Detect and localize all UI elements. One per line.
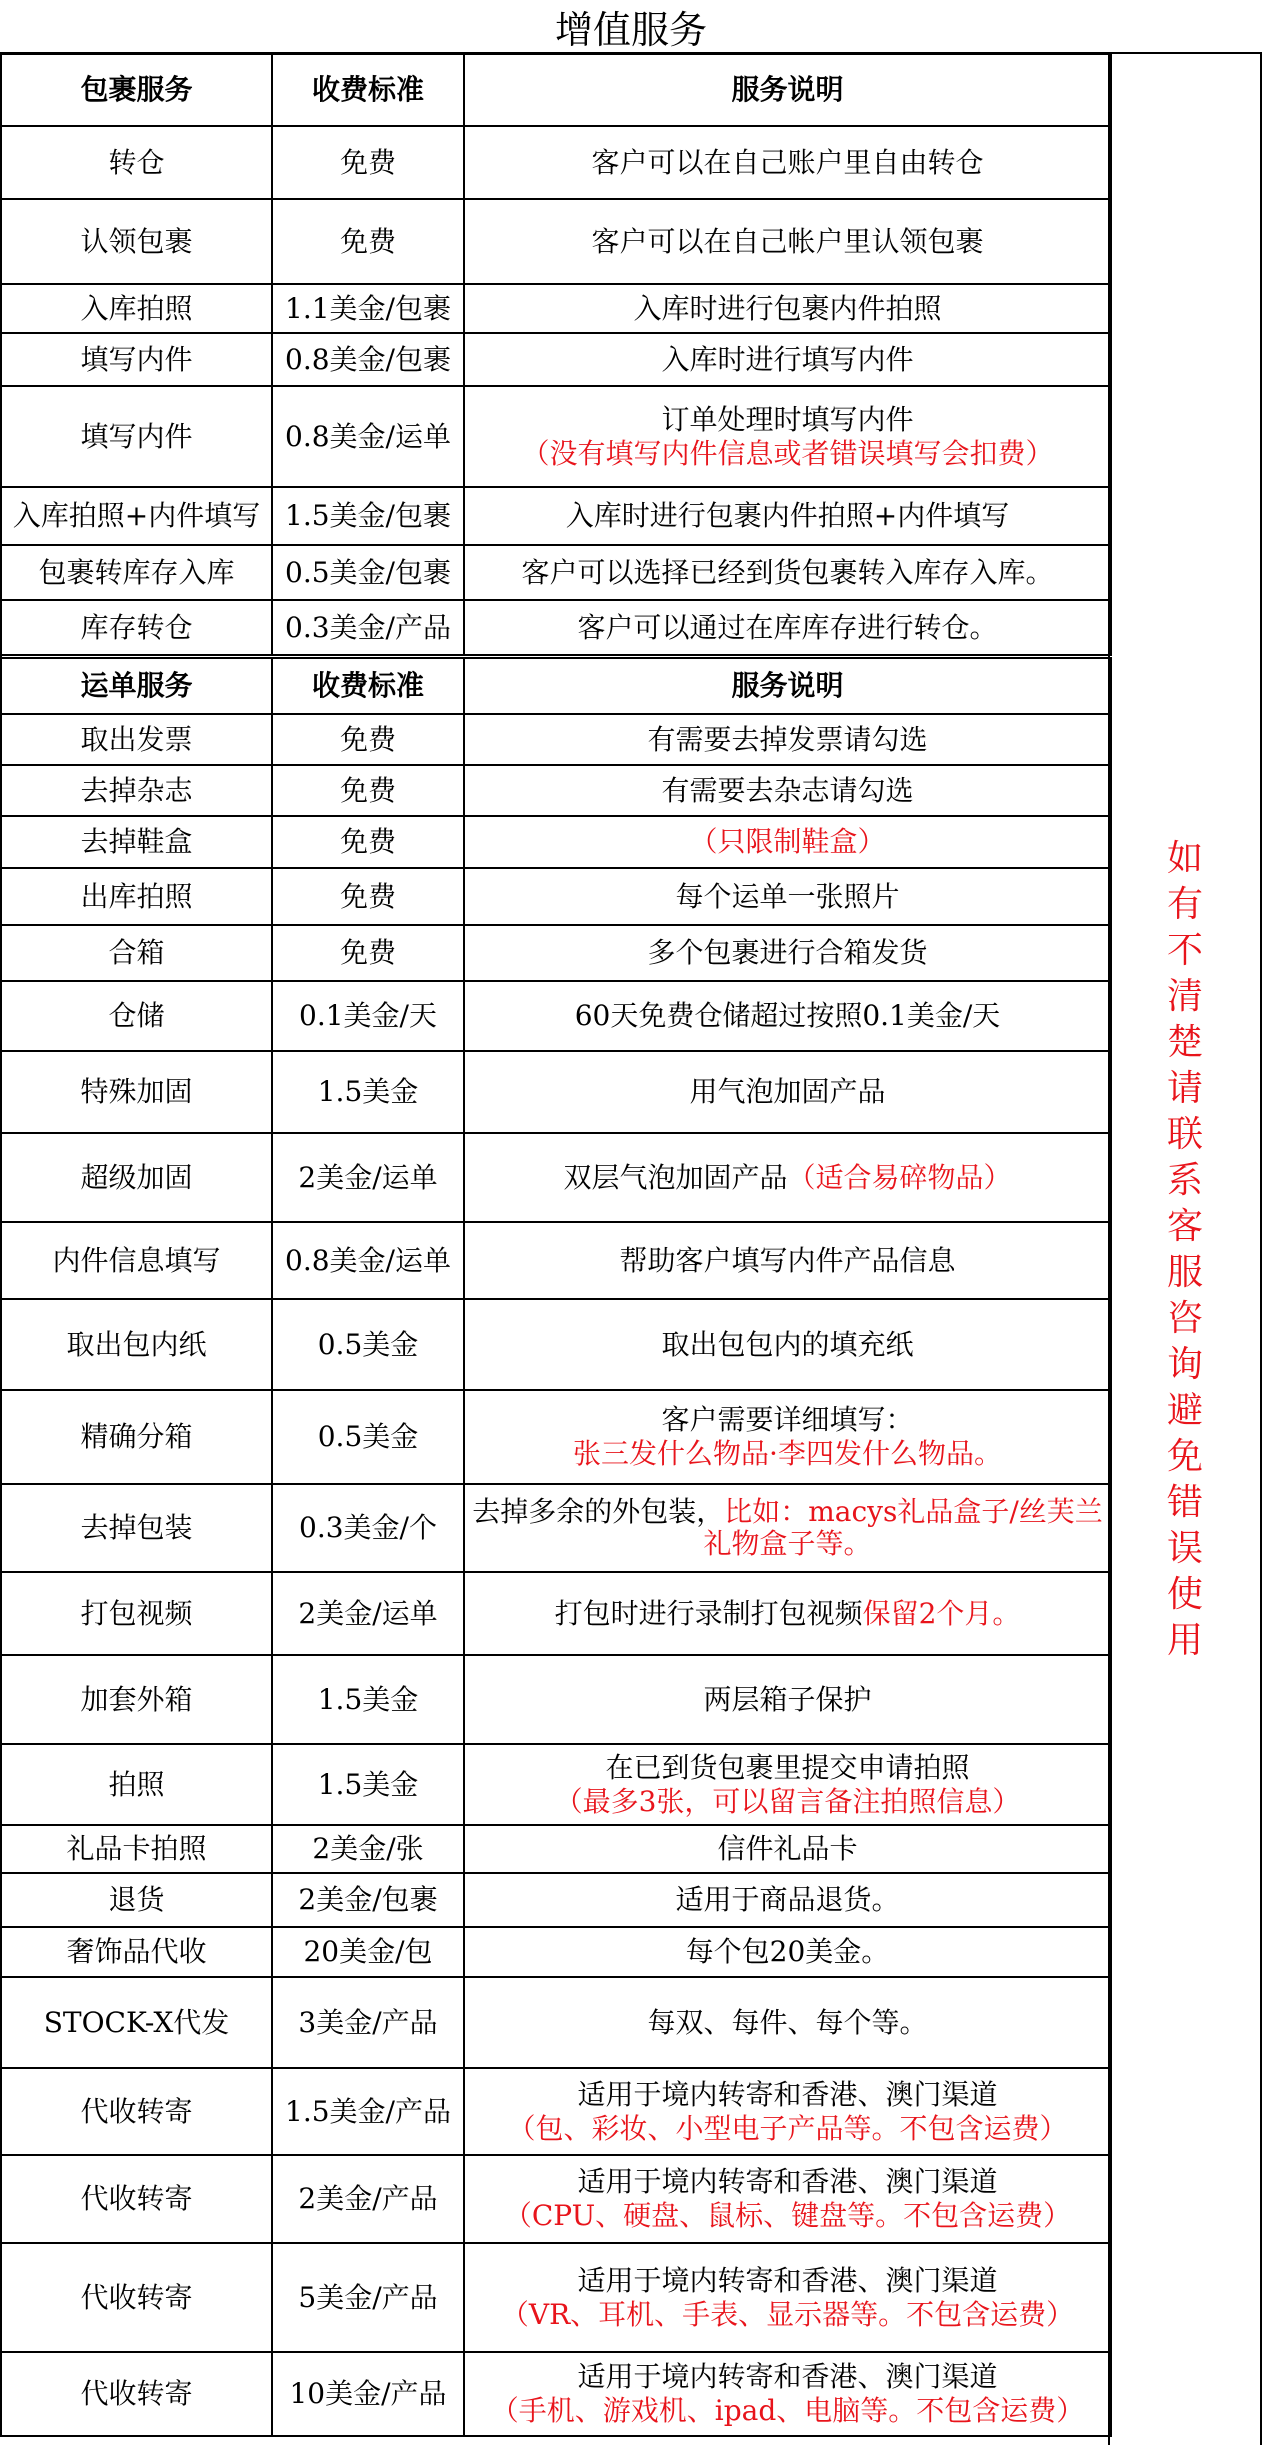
service-fee: 免费 — [272, 765, 464, 816]
description-text: 有需要去掉发票请勾选 — [647, 722, 928, 756]
service-fee: 免费 — [272, 126, 464, 199]
description-text: 入库时进行填写内件 — [661, 342, 914, 376]
service-fee: 0.5美金/包裹 — [272, 545, 464, 600]
description-highlight: （CPU、硬盘、鼠标、键盘等。不包含运费） — [503, 2199, 1072, 2232]
description-text: 去掉多余的外包装， — [472, 1495, 725, 1528]
service-description — [464, 816, 1111, 868]
table-row — [1, 1133, 1111, 1222]
service-name: 特殊加固 — [1, 1051, 272, 1133]
table-row — [1, 1299, 1111, 1390]
table-gap — [0, 632, 1110, 658]
table-row — [1, 487, 1111, 545]
service-name: 填写内件 — [1, 386, 272, 487]
service-fee: 免费 — [272, 868, 464, 925]
service-name: 仓储 — [1, 981, 272, 1051]
service-fee: 0.1美金/天 — [272, 981, 464, 1051]
service-description — [464, 1927, 1111, 1977]
service-fee: 2美金/张 — [272, 1825, 464, 1873]
table-row — [1, 1873, 1111, 1927]
table-row — [1, 199, 1111, 284]
description-text: 每双、每件、每个等。 — [647, 2005, 928, 2039]
description-text: 信件礼品卡 — [717, 1832, 858, 1865]
table-row — [1, 1825, 1111, 1873]
table-row — [1, 868, 1111, 925]
description-text: 在已到货包裹里提交申请拍照 — [605, 1750, 970, 1784]
table-row — [1, 2243, 1111, 2352]
header-row — [1, 658, 1111, 714]
service-name: 代收转寄 — [1, 2068, 272, 2155]
table-row — [1, 981, 1111, 1051]
service-description — [464, 765, 1111, 816]
service-description — [464, 1051, 1111, 1133]
table-row — [1, 1390, 1111, 1484]
description-highlight: （手机、游戏机、ipad、电脑等。不包含运费） — [490, 2394, 1085, 2427]
service-description — [464, 386, 1111, 487]
contact-note: 如有不清楚请联系客服咨询避免错误使用 — [1166, 838, 1203, 1661]
service-name: 代收转寄 — [1, 2352, 272, 2436]
table-row — [1, 1655, 1111, 1744]
description-text: 入库时进行包裹内件拍照 — [633, 291, 942, 325]
description-text: 每个运单一张照片 — [675, 879, 900, 913]
table-row — [1, 2155, 1111, 2243]
service-fee: 2美金/运单 — [272, 1133, 464, 1222]
description-text: 订单处理时填写内件 — [661, 402, 914, 436]
column-header: 收费标准 — [272, 54, 464, 126]
service-name: 奢饰品代收 — [1, 1927, 272, 1977]
service-name: 取出发票 — [1, 714, 272, 765]
service-description — [464, 545, 1111, 600]
service-fee: 20美金/包 — [272, 1927, 464, 1977]
service-name: 认领包裹 — [1, 199, 272, 284]
table-row — [1, 2068, 1111, 2155]
description-text: 打包时进行录制打包视频 — [554, 1596, 863, 1630]
service-description — [464, 868, 1111, 925]
table-row — [1, 386, 1111, 487]
service-name: 代收转寄 — [1, 2243, 272, 2352]
service-description — [464, 2155, 1111, 2243]
table-row — [1, 1572, 1111, 1655]
description-highlight: （VR、耳机、手表、显示器等。不包含运费） — [500, 2297, 1075, 2331]
service-name: 去掉杂志 — [1, 765, 272, 816]
service-fee: 1.5美金/产品 — [272, 2068, 464, 2155]
service-name: 库存转仓 — [1, 600, 272, 655]
table-row — [1, 1051, 1111, 1133]
description-text: 多个包裹进行合箱发货 — [647, 936, 928, 969]
service-fee: 0.5美金 — [272, 1390, 464, 1484]
description-text: 客户可以选择已经到货包裹转入库存入库。 — [521, 555, 1054, 589]
service-fee: 免费 — [272, 925, 464, 981]
description-text: 有需要去杂志请勾选 — [661, 773, 914, 807]
description-text: 客户需要详细填写： — [661, 1403, 914, 1436]
service-fee: 1.5美金/包裹 — [272, 487, 464, 545]
description-text: 客户可以通过在库库存进行转仓。 — [577, 610, 998, 644]
column-header: 服务说明 — [464, 54, 1111, 126]
description-text: 帮助客户填写内件产品信息 — [619, 1243, 956, 1277]
service-fee: 3美金/产品 — [272, 1977, 464, 2068]
description-text: 60天免费仓储超过按照0.1美金/天 — [574, 999, 1001, 1032]
service-description — [464, 1655, 1111, 1744]
table-row — [1, 1222, 1111, 1299]
service-description — [464, 2352, 1111, 2436]
service-fee: 5美金/产品 — [272, 2243, 464, 2352]
service-description — [464, 1484, 1111, 1572]
service-description — [464, 1873, 1111, 1927]
service-description — [464, 1977, 1111, 2068]
column-header: 运单服务 — [1, 658, 272, 714]
description-text: 适用于境内转寄和香港、澳门渠道 — [577, 2360, 998, 2393]
service-description — [464, 199, 1111, 284]
service-description — [464, 284, 1111, 333]
description-highlight: （最多3张，可以留言备注拍照信息） — [554, 1784, 1021, 1818]
description-highlight: （没有填写内件信息或者错误填写会扣费） — [521, 436, 1054, 470]
description-highlight: 比如：macys礼品盒子/丝芙兰礼物盒子等。 — [703, 1495, 1103, 1560]
service-fee: 10美金/产品 — [272, 2352, 464, 2436]
column-header: 服务说明 — [464, 658, 1111, 714]
service-fee: 免费 — [272, 199, 464, 284]
table-row — [1, 765, 1111, 816]
table-row — [1, 925, 1111, 981]
description-text: 适用于商品退货。 — [675, 1883, 900, 1916]
service-fee: 2美金/运单 — [272, 1572, 464, 1655]
service-name: 精确分箱 — [1, 1390, 272, 1484]
service-description — [464, 2068, 1111, 2155]
service-fee: 0.8美金/运单 — [272, 386, 464, 487]
description-text: 适用于境内转寄和香港、澳门渠道 — [577, 2077, 998, 2111]
service-name: 去掉包装 — [1, 1484, 272, 1572]
page-title: 增值服务 — [0, 0, 1262, 54]
service-name: 出库拍照 — [1, 868, 272, 925]
service-name: STOCK-X代发 — [1, 1977, 272, 2068]
description-text: 用气泡加固产品 — [689, 1075, 886, 1108]
description-text: 双层气泡加固产品 — [563, 1160, 788, 1194]
table-row — [1, 545, 1111, 600]
table-row — [1, 333, 1111, 386]
service-fee: 2美金/包裹 — [272, 1873, 464, 1927]
service-fee: 1.5美金 — [272, 1051, 464, 1133]
service-description — [464, 714, 1111, 765]
service-fee: 1.5美金 — [272, 1744, 464, 1825]
service-description — [464, 1299, 1111, 1390]
service-name: 打包视频 — [1, 1572, 272, 1655]
service-name: 代收转寄 — [1, 2155, 272, 2243]
service-description — [464, 487, 1111, 545]
table-row — [1, 126, 1111, 199]
service-name: 超级加固 — [1, 1133, 272, 1222]
description-text: 两层箱子保护 — [703, 1682, 872, 1716]
service-fee: 免费 — [272, 816, 464, 868]
table-row — [1, 1484, 1111, 1572]
description-highlight: （包、彩妆、小型电子产品等。不包含运费） — [507, 2111, 1068, 2145]
service-fee: 0.8美金/运单 — [272, 1222, 464, 1299]
service-name: 拍照 — [1, 1744, 272, 1825]
service-description — [464, 1744, 1111, 1825]
header-row — [1, 54, 1111, 126]
service-description — [464, 333, 1111, 386]
column-header: 包裹服务 — [1, 54, 272, 126]
service-name: 礼品卡拍照 — [1, 1825, 272, 1873]
table-row — [1, 1744, 1111, 1825]
description-text: 每个包20美金。 — [685, 1935, 890, 1968]
service-fee: 2美金/产品 — [272, 2155, 464, 2243]
service-fee: 0.3美金/产品 — [272, 600, 464, 655]
table-row — [1, 284, 1111, 333]
service-name: 内件信息填写 — [1, 1222, 272, 1299]
service-description — [464, 1133, 1111, 1222]
service-fee: 免费 — [272, 714, 464, 765]
package-services-table — [0, 53, 1112, 656]
service-description — [464, 1390, 1111, 1484]
description-text: 入库时进行包裹内件拍照+内件填写 — [565, 499, 1010, 532]
service-name: 去掉鞋盒 — [1, 816, 272, 868]
service-description — [464, 925, 1111, 981]
description-text: 取出包包内的填充纸 — [661, 1327, 914, 1361]
service-description — [464, 2243, 1111, 2352]
description-highlight: （适合易碎物品） — [787, 1160, 1012, 1194]
table-row — [1, 1977, 1111, 2068]
service-fee: 1.5美金 — [272, 1655, 464, 1744]
table-row — [1, 1927, 1111, 1977]
service-description — [464, 1825, 1111, 1873]
table-row — [1, 816, 1111, 868]
description-text: 适用于境内转寄和香港、澳门渠道 — [577, 2263, 998, 2297]
service-name: 入库拍照+内件填写 — [1, 487, 272, 545]
description-text: 客户可以在自己账户里自由转仓 — [591, 145, 984, 179]
service-name: 入库拍照 — [1, 284, 272, 333]
service-description — [464, 1222, 1111, 1299]
column-header: 收费标准 — [272, 658, 464, 714]
description-text: 客户可以在自己帐户里认领包裹 — [591, 224, 984, 258]
service-name: 加套外箱 — [1, 1655, 272, 1744]
service-name: 合箱 — [1, 925, 272, 981]
service-name: 转仓 — [1, 126, 272, 199]
service-description — [464, 1572, 1111, 1655]
table-row — [1, 714, 1111, 765]
service-name: 包裹转库存入库 — [1, 545, 272, 600]
description-highlight: 张三发什么物品·李四发什么物品。 — [573, 1437, 1002, 1470]
service-fee: 1.1美金/包裹 — [272, 284, 464, 333]
description-highlight: （只限制鞋盒） — [689, 825, 886, 858]
service-name: 退货 — [1, 1873, 272, 1927]
table-row — [1, 2352, 1111, 2436]
description-highlight: 保留2个月。 — [862, 1596, 1021, 1630]
service-fee: 0.8美金/包裹 — [272, 333, 464, 386]
service-name: 取出包内纸 — [1, 1299, 272, 1390]
service-description — [464, 126, 1111, 199]
service-fee: 0.3美金/个 — [272, 1484, 464, 1572]
waybill-services-table — [0, 657, 1112, 2437]
service-description — [464, 981, 1111, 1051]
service-name: 填写内件 — [1, 333, 272, 386]
service-fee: 0.5美金 — [272, 1299, 464, 1390]
description-text: 适用于境内转寄和香港、澳门渠道 — [577, 2165, 998, 2198]
